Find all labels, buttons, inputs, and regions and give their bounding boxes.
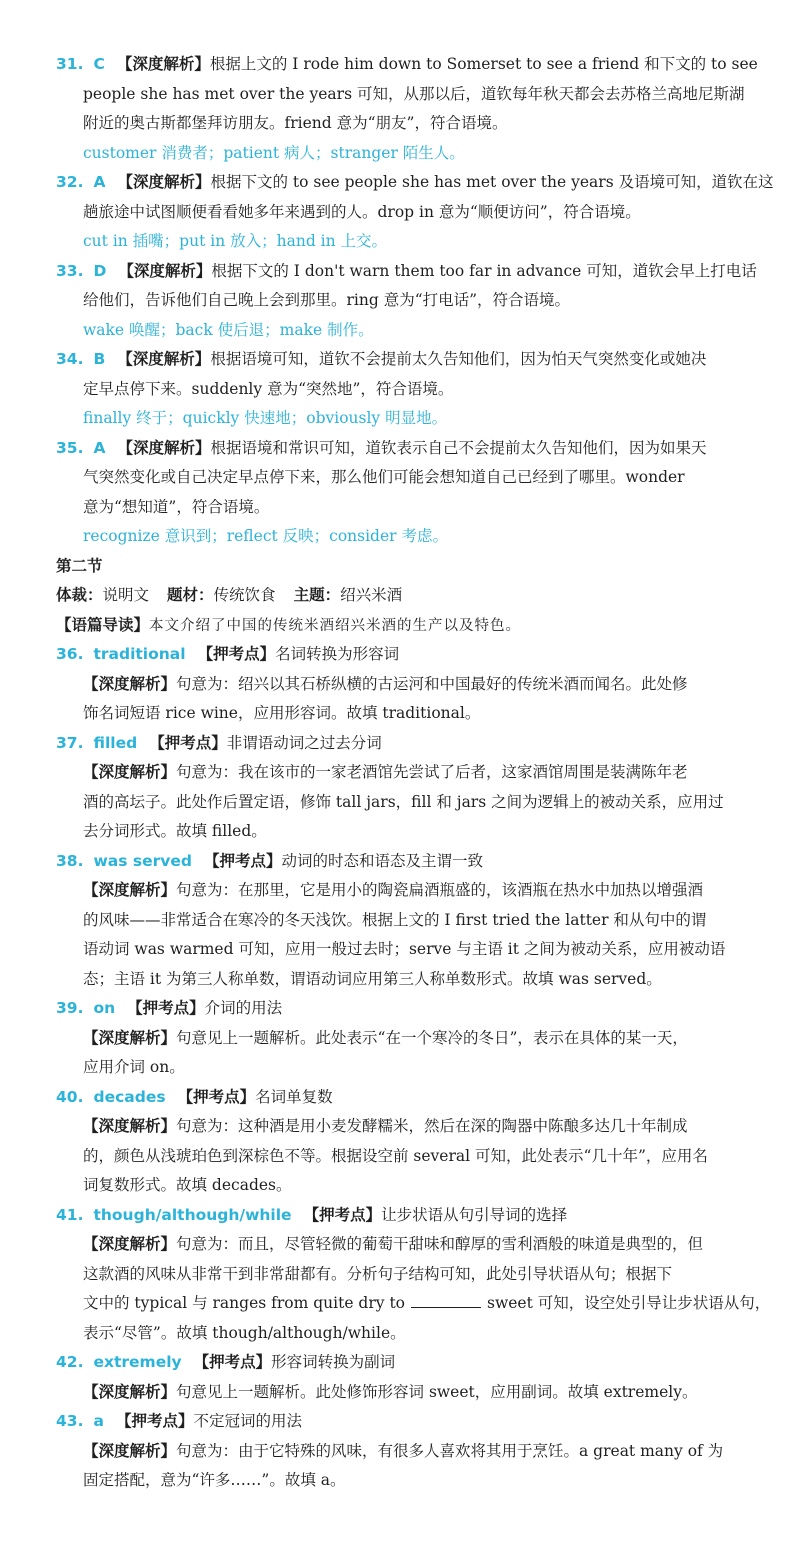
answer-word: on — [93, 999, 116, 1017]
item-34 — [56, 345, 800, 434]
analysis-text: 根据下文的 I don't warn them too far in advance 可知，道钦会早上打电话 — [211, 261, 757, 280]
question-number: 43. — [56, 1412, 84, 1430]
genre-label: 体裁： — [56, 586, 103, 604]
test-point: 介词的用法 — [204, 999, 283, 1017]
item-31 — [56, 50, 800, 168]
analysis-text: 文中的 typical 与 ranges from quite dry to — [83, 1294, 406, 1312]
item-40 — [56, 1083, 800, 1201]
analysis-text: 的，颜色从浅琥珀色到深棕色不等。根据设空前 several 可知，此处表示“几十年”，应用名 — [83, 1146, 708, 1165]
distractor-options: customer 消费者；patient 病人；stranger 陌生人。 — [83, 143, 465, 162]
distractor-options: wake 唤醒；back 使后退；make 制作。 — [83, 320, 374, 339]
analysis-text: 酒的高坛子。此处作后置定语，修饰 tall jars，fill 和 jars 之间为逻辑上的被动关系，应用过 — [83, 792, 724, 811]
analysis-text: 语动词 was warmed 可知，应用一般过去时；serve 与主语 it 之间为被动关系，应用被动语 — [83, 940, 726, 958]
analysis-text: 附近的奥古斯都堡拜访朋友。friend 意为“朋友”，符合语境。 — [83, 114, 508, 132]
answer-letter: A — [93, 438, 106, 457]
test-point-tag: 【押考点】 — [177, 1087, 256, 1106]
analysis-tag: 【深度解析】 — [83, 1441, 177, 1460]
test-point: 形容词转换为副词 — [271, 1353, 396, 1371]
test-point-tag: 【押考点】 — [115, 1412, 194, 1430]
test-point: 动词的时态和语态及主谓一致 — [281, 851, 483, 870]
analysis-text: 句意为：绍兴以其石桥纵横的古运河和中国最好的传统米酒而闻名。此处修 — [176, 674, 688, 693]
answer-word: a — [93, 1412, 104, 1430]
question-number: 38. — [56, 851, 84, 870]
item-43 — [56, 1407, 800, 1496]
answer-letter: D — [93, 261, 107, 280]
item-41 — [56, 1201, 800, 1349]
theme-value: 绍兴米酒 — [340, 586, 403, 604]
topic-value: 传统饮食 — [213, 586, 276, 604]
analysis-tag: 【深度解析】 — [117, 173, 211, 191]
analysis-text: 去分词形式。故填 filled。 — [83, 822, 267, 840]
analysis-text: 根据语境和常识可知，道钦表示自己不会提前太久告知他们，因为如果天 — [210, 438, 707, 457]
guide-label: 【语篇导读】 — [56, 615, 150, 634]
analysis-text: 固定搭配，意为“许多……”。故填 a。 — [83, 1471, 346, 1489]
genre-value: 说明文 — [102, 586, 150, 604]
analysis-text: 应用介词 on。 — [83, 1058, 185, 1076]
answer-letter: C — [93, 55, 105, 73]
analysis-text: 句意见上一题解析。此处修饰形容词 sweet，应用副词。故填 extremely。 — [176, 1382, 698, 1401]
answer-word: though/although/while — [93, 1205, 292, 1224]
item-36 — [56, 640, 800, 729]
analysis-tag: 【深度解析】 — [117, 438, 211, 457]
section-title: 第二节 — [56, 556, 103, 575]
analysis-text: 表示“尽管”。故填 though/although/while。 — [83, 1323, 406, 1342]
analysis-text: 句意见上一题解析。此处表示“在一个寒冷的冬日”，表示在具体的某一天， — [176, 1028, 688, 1047]
topic-label: 题材： — [167, 586, 214, 604]
question-number: 41. — [56, 1205, 84, 1224]
test-point-tag: 【押考点】 — [203, 851, 282, 870]
analysis-text: 意为“想知道”，符合语境。 — [83, 497, 270, 516]
answer-letter: B — [93, 350, 106, 368]
answer-word: decades — [93, 1087, 166, 1106]
analysis-text: 句意为：在那里，它是用小的陶瓷扁酒瓶盛的，该酒瓶在热水中加热以增强酒 — [176, 881, 704, 899]
answer-word: filled — [93, 733, 138, 752]
test-point: 让步状语从句引导词的选择 — [381, 1205, 568, 1224]
analysis-tag: 【深度解析】 — [83, 1117, 177, 1135]
question-number: 34. — [56, 350, 84, 368]
analysis-text: 句意为：由于它特殊的风味，有很多人喜欢将其用于烹饪。a great many of 为 — [176, 1441, 724, 1460]
item-39 — [56, 994, 800, 1083]
item-37 — [56, 729, 800, 847]
analysis-text: 定早点停下来。suddenly 意为“突然地”，符合语境。 — [83, 379, 454, 398]
question-number: 31. — [56, 55, 84, 73]
analysis-tag: 【深度解析】 — [116, 55, 210, 73]
item-33 — [56, 257, 800, 346]
analysis-text: 根据上文的 I rode him down to Somerset to see a friend 和下文的 to see — [209, 55, 758, 73]
guide-text: 本文介绍了中国的传统米酒绍兴米酒的生产以及特色。 — [149, 617, 522, 634]
item-35 — [56, 434, 800, 552]
question-number: 40. — [56, 1087, 84, 1106]
blank-underline — [411, 1293, 481, 1308]
question-number: 32. — [56, 173, 84, 191]
analysis-text: 句意为：而且，尽管轻微的葡萄干甜味和醇厚的雪利酒般的味道是典型的，但 — [176, 1235, 704, 1253]
question-number: 42. — [56, 1353, 84, 1371]
analysis-tag: 【深度解析】 — [83, 763, 177, 781]
analysis-text: 趟旅途中试图顺便看看她多年来遇到的人。drop in 意为“顺便访问”，符合语境。 — [83, 202, 641, 221]
answer-letter: A — [93, 173, 106, 191]
analysis-text: 的风味——非常适合在寒冷的冬天浅饮。根据上文的 I first tried the latter 和从句中的谓 — [83, 910, 707, 929]
test-point: 非谓语动词之过去分词 — [226, 733, 382, 752]
analysis-text: 根据语境可知，道钦不会提前太久告知他们，因为怕天气突然变化或她决 — [210, 350, 707, 368]
item-38 — [56, 847, 800, 995]
analysis-tag: 【深度解析】 — [118, 261, 212, 280]
analysis-tag: 【深度解析】 — [117, 350, 211, 368]
answer-word: was served — [93, 851, 192, 870]
analysis-tag: 【深度解析】 — [83, 674, 177, 693]
analysis-text: 句意为：我在该市的一家老酒馆先尝试了后者，这家酒馆周围是装满陈年老 — [176, 763, 688, 781]
passage-meta — [56, 581, 800, 611]
test-point-tag: 【押考点】 — [197, 645, 276, 663]
item-42 — [56, 1348, 800, 1407]
question-number: 39. — [56, 999, 84, 1017]
answer-word: traditional — [93, 645, 186, 663]
passage-guide — [56, 611, 800, 641]
item-32 — [56, 168, 800, 257]
test-point-tag: 【押考点】 — [303, 1205, 382, 1224]
question-number: 35. — [56, 438, 84, 457]
analysis-text: people she has met over the years 可知，从那以后，道钦每年秋天都会去苏格兰高地尼斯湖 — [83, 84, 745, 103]
analysis-text: 根据下文的 to see people she has met over the years 及语境可知，道钦在这 — [210, 173, 774, 191]
analysis-text: 这款酒的风味从非常干到非常甜都有。分析句子结构可知，此处引导状语从句；根据下 — [83, 1264, 673, 1283]
analysis-tag: 【深度解析】 — [83, 1235, 177, 1253]
test-point-tag: 【押考点】 — [193, 1353, 272, 1371]
analysis-tag: 【深度解析】 — [83, 1028, 177, 1047]
theme-label: 主题： — [293, 586, 341, 604]
test-point-tag: 【押考点】 — [149, 733, 227, 752]
question-number: 37. — [56, 733, 84, 752]
analysis-text: 句意为：这种酒是用小麦发酵糯米，然后在深的陶器中陈酿多达几十年制成 — [176, 1117, 688, 1135]
analysis-text: sweet 可知，设空处引导让步状语从句， — [487, 1294, 771, 1312]
distractor-options: cut in 插嘴；put in 放入；hand in 上交。 — [83, 232, 388, 250]
analysis-text: 饰名词短语 rice wine，应用形容词。故填 traditional。 — [83, 704, 481, 722]
test-point: 不定冠词的用法 — [193, 1412, 302, 1430]
analysis-text: 给他们，告诉他们自己晚上会到那里。ring 意为“打电话”，符合语境。 — [83, 291, 571, 309]
question-number: 36. — [56, 645, 84, 663]
test-point: 名词转换为形容词 — [275, 645, 400, 663]
analysis-text: 词复数形式。故填 decades。 — [83, 1176, 292, 1194]
distractor-options: recognize 意识到；reflect 反映；consider 考虑。 — [83, 527, 448, 545]
analysis-text: 态；主语 it 为第三人称单数，谓语动词应用第三人称单数形式。故填 was served。 — [83, 969, 662, 988]
analysis-tag: 【深度解析】 — [83, 881, 177, 899]
test-point-tag: 【押考点】 — [127, 999, 205, 1017]
test-point: 名词单复数 — [255, 1087, 333, 1106]
analysis-tag: 【深度解析】 — [83, 1382, 177, 1401]
analysis-text: 气突然变化或自己决定早点停下来，那么他们可能会想知道自己已经到了哪里。wonder — [83, 468, 685, 486]
answer-word: extremely — [93, 1353, 182, 1371]
distractor-options: finally 终于；quickly 快速地；obviously 明显地。 — [83, 409, 448, 427]
question-number: 33. — [56, 261, 84, 280]
